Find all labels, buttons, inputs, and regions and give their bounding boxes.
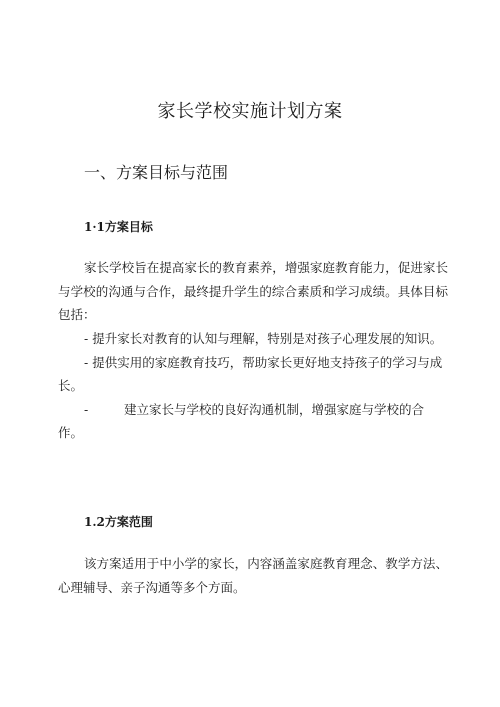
subsection-heading-goals: 1·1方案目标 xyxy=(84,220,153,234)
goals-list xyxy=(58,327,448,445)
section-heading-goals-scope: 一、方案目标与范围 xyxy=(84,163,229,182)
list-item-text: 建立家长与学校的良好沟通机制，增强家庭与学校的合作。 xyxy=(58,401,425,440)
list-dash: - xyxy=(84,331,89,346)
goals-intro-paragraph: 家长学校旨在提高家长的教育素养，增强家庭教育能力，促进家长与学校的沟通与合作，最终提升学生的综合素质和学习成绩。具体目标包括： xyxy=(58,260,448,322)
list-item xyxy=(58,398,448,445)
list-item xyxy=(58,327,448,351)
list-item-text: 提供实用的家庭教育技巧，帮助家长更好地支持孩子的学习与成长。 xyxy=(58,354,443,393)
document-title: 家长学校实施计划方案 xyxy=(157,101,343,122)
list-item xyxy=(58,351,448,398)
list-item-text: 提升家长对教育的认知与理解，特别是对孩子心理发展的知识。 xyxy=(88,331,443,346)
list-dash: - xyxy=(84,401,89,417)
subsection-heading-scope: 1.2方案范围 xyxy=(84,515,153,529)
scope-paragraph: 该方案适用于中小学的家长，内容涵盖家庭教育理念、教学方法、心理辅导、亲子沟通等多个方面。 xyxy=(58,556,448,595)
list-dash: - xyxy=(84,354,89,370)
